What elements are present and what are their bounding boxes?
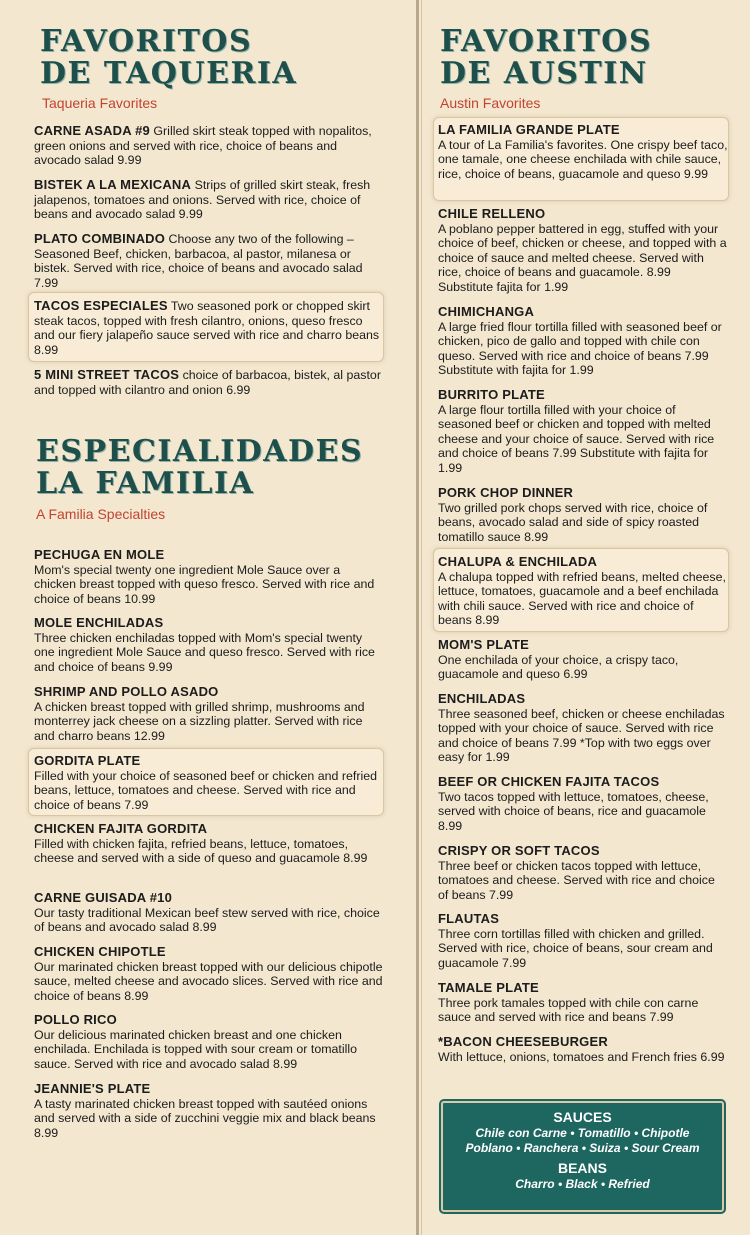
austin-subtitle: Austin Favorites <box>440 95 541 111</box>
item-description: A chicken breast topped with grilled shrimp, mushrooms and monterrey jack cheese on a sizzling platter. Served with rice and charro beans 12.99 <box>34 699 365 743</box>
item-name: FLAUTAS <box>438 911 500 926</box>
item-name: PLATO COMBINADO <box>34 231 166 246</box>
item-description: A tour of La Familia's favorites. One crispy beef taco, one tamale, one cheese enchilada with chile sauce, rice, choice of beans, guacamole and queso 9.99 <box>438 137 728 181</box>
item-name: JEANNIE'S PLATE <box>34 1081 151 1096</box>
menu-item <box>438 305 728 378</box>
item-description: Three pork tamales topped with chile con carne sauce and served with rice and beans 7.99 <box>438 995 699 1025</box>
menu-item <box>34 685 384 743</box>
menu-item <box>438 912 728 970</box>
item-name: 5 MINI STREET TACOS <box>34 367 180 382</box>
menu-item <box>34 368 384 397</box>
item-name: MOM'S PLATE <box>438 637 529 652</box>
menu-item <box>438 388 728 476</box>
item-name: MOLE ENCHILADAS <box>34 615 164 630</box>
item-description: Three seasoned beef, chicken or cheese enchiladas topped with your choice of sauce. Served with rice and choice of beans 7.99 *Top with two eggs over easy for 1.99 <box>438 706 725 765</box>
item-description: Strips of grilled skirt steak, fresh jalapenos, tomatoes and onions. Served with rice, choice of beans and avocado salad 9.99 <box>34 178 371 222</box>
menu-item <box>34 548 384 606</box>
taqueria-subtitle: Taqueria Favorites <box>42 95 158 111</box>
item-description: Our delicious marinated chicken breast and one chicken enchilada. Enchilada is topped with sour cream or tomatillo sauce. Served with rice and avocado salad 8.99 <box>34 1027 358 1071</box>
item-name: CHICKEN CHIPOTLE <box>34 944 166 959</box>
austin-title <box>440 26 652 90</box>
especialidades-title <box>36 436 363 500</box>
item-name: ENCHILADAS <box>438 691 526 706</box>
especialidades-title-line1: ESPECIALIDADES <box>36 434 364 469</box>
item-description: Mom's special twenty one ingredient Mole Sauce over a chicken breast topped with queso fresco. Served with rice and choice of beans 10.99 <box>34 562 375 606</box>
item-description: A large flour tortilla filled with your choice of seasoned beef or chicken and topped with melted cheese and your choice of sauce. Served with rice and choice of beans 7.99 Substitute with fajita for 1.99 <box>438 402 715 475</box>
item-description: With lettuce, onions, tomatoes and French fries 6.99 <box>438 1049 725 1064</box>
taqueria-title-line2: DE TAQUERIA <box>40 56 298 91</box>
sauces-heading: SAUCES <box>553 1109 612 1125</box>
menu-item <box>34 945 384 1003</box>
item-name: CRISPY OR SOFT TACOS <box>438 843 600 858</box>
menu-item <box>34 616 384 674</box>
item-description: Choose any two of the following – Seasoned Beef, chicken, barbacoa, al pastor, milanesa or bistek. Served with rice, choice of beans and avocado salad 7.99 <box>34 232 363 290</box>
menu-item <box>438 638 728 682</box>
item-name: TACOS ESPECIALES <box>34 298 168 313</box>
austin-title-line1: FAVORITOS <box>440 24 653 59</box>
item-description: Three beef or chicken tacos topped with lettuce, tomatoes and cheese. Served with rice and choice of beans 7.99 <box>438 858 715 902</box>
austin-title-line2: DE AUSTIN <box>440 56 648 91</box>
item-name: BEEF OR CHICKEN FAJITA TACOS <box>438 774 660 789</box>
item-description: Filled with chicken fajita, refried beans, lettuce, tomatoes, cheese and served with a side of queso and guacamole 8.99 <box>34 836 368 866</box>
menu-item <box>34 822 384 866</box>
sauces-list-line1: Chile con Carne • Tomatillo • Chipotle <box>475 1126 690 1140</box>
sauces-beans-panel <box>441 1101 724 1212</box>
item-description: A poblano pepper battered in egg, stuffed with your choice of beef, chicken or cheese, and topped with a choice of sauce and melted cheese. Served with rice, choice of beans and guacamole. 8.99 Substitute fajita for 1.99 <box>438 221 727 294</box>
column-divider-shadow <box>421 0 422 1235</box>
item-description: One enchilada of your choice, a crispy taco, guacamole and queso 6.99 <box>438 652 679 682</box>
item-description: Three chicken enchiladas topped with Mom's special twenty one ingredient Mole Sauce and queso fresco. Served with rice and choice of beans 9.99 <box>34 630 375 674</box>
item-name: CHILE RELLENO <box>438 206 546 221</box>
menu-item-featured <box>34 754 384 812</box>
sauces-list-line2: Poblano • Ranchera • Suiza • Sour Cream <box>465 1141 700 1155</box>
item-name: CARNE GUISADA #10 <box>34 890 173 905</box>
column-divider <box>416 0 419 1235</box>
menu-item <box>34 891 384 935</box>
menu-item <box>438 486 728 544</box>
item-name: TAMALE PLATE <box>438 980 539 995</box>
item-description: A tasty marinated chicken breast topped with sautéed onions and served with a side of zucchini veggie mix and black beans 8.99 <box>34 1096 376 1140</box>
menu-item <box>34 1013 384 1071</box>
menu-item <box>438 844 728 902</box>
taqueria-title-line1: FAVORITOS <box>40 24 253 59</box>
item-description: Grilled skirt steak topped with nopalitos, green onions and served with rice, choice of beans and avocado salad 9.99 <box>34 124 372 168</box>
especialidades-title-line2: LA FAMILIA <box>36 466 255 501</box>
item-description: Two grilled pork chops served with rice, choice of beans, avocado salad and side of spicy roasted tomatillo sauce 8.99 <box>438 500 708 544</box>
item-description: Three corn tortillas filled with chicken and grilled. Served with rice, choice of beans, sour cream and guacamole 7.99 <box>438 926 713 970</box>
menu-item <box>34 232 384 290</box>
item-name: CARNE ASADA #9 <box>34 123 150 138</box>
item-name: PORK CHOP DINNER <box>438 485 574 500</box>
menu-item-featured <box>34 299 384 357</box>
item-name: LA FAMILIA GRANDE PLATE <box>438 122 620 137</box>
menu-item <box>438 981 728 1025</box>
menu-item <box>438 207 728 295</box>
menu-item <box>438 775 728 833</box>
item-description: Two seasoned pork or chopped skirt steak tacos, topped with fresh cilantro, onions, queso fresco and our fiery jalapeño sauce served with rice and charro beans 8.99 <box>34 299 380 357</box>
item-name: POLLO RICO <box>34 1012 117 1027</box>
beans-heading: BEANS <box>557 1160 607 1176</box>
item-name: SHRIMP AND POLLO ASADO <box>34 684 219 699</box>
item-description: choice of barbacoa, bistek, al pastor and topped with cilantro and onion 6.99 <box>34 368 381 397</box>
taqueria-title <box>40 26 297 90</box>
item-name: CHICKEN FAJITA GORDITA <box>34 821 208 836</box>
item-description: A large fried flour tortilla filled with seasoned beef or chicken, pico de gallo and topped with chile con queso. Served with rice and choice of beans 7.99 Substitute with fajita for 1.99 <box>438 319 722 378</box>
item-name: PECHUGA EN MOLE <box>34 547 165 562</box>
menu-item <box>438 692 728 765</box>
item-description: Two tacos topped with lettuce, tomatoes, cheese, served with choice of beans, rice and guacamole 8.99 <box>438 789 709 833</box>
item-name: BISTEK A LA MEXICANA <box>34 177 192 192</box>
item-name: CHIMICHANGA <box>438 304 535 319</box>
menu-item <box>34 1082 384 1140</box>
especialidades-subtitle: A Familia Specialties <box>36 506 166 522</box>
menu-item <box>34 178 384 222</box>
beans-list: Charro • Black • Refried <box>515 1177 650 1191</box>
item-name: CHALUPA & ENCHILADA <box>438 554 598 569</box>
menu-item <box>438 1035 728 1064</box>
item-description: A chalupa topped with refried beans, melted cheese, lettuce, tomatoes, guacamole and a beef enchilada with chili sauce. Served with rice and choice of beans 8.99 <box>438 569 726 628</box>
item-description: Our marinated chicken breast topped with our delicious chipotle sauce, melted cheese and avocado slices. Served with rice and choice of beans 8.99 <box>34 959 383 1003</box>
item-description: Filled with your choice of seasoned beef or chicken and refried beans, lettuce, tomatoes and cheese. Served with rice and choice of beans 7.99 <box>34 768 377 812</box>
menu-item-featured <box>438 555 728 628</box>
item-name: *BACON CHEESEBURGER <box>438 1034 608 1049</box>
item-name: BURRITO PLATE <box>438 387 545 402</box>
menu-item <box>34 124 384 168</box>
item-name: GORDITA PLATE <box>34 753 141 768</box>
menu-item-featured <box>438 123 728 181</box>
item-description: Our tasty traditional Mexican beef stew served with rice, choice of beans and avocado salad 8.99 <box>34 905 380 935</box>
